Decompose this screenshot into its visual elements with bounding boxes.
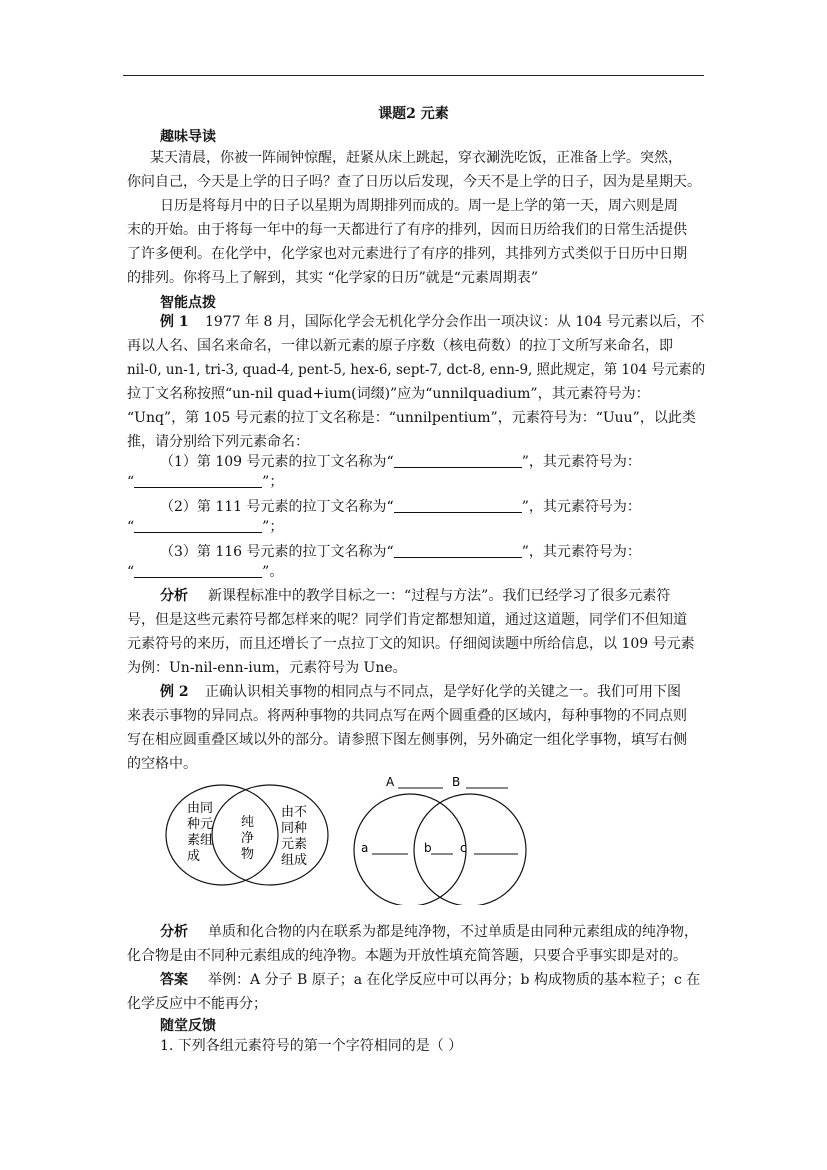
question-end: ”。: [262, 564, 284, 580]
answer-line: 举例：A 分子 B 原子；a 在化学反应中可以再分；b 构成物质的基本粒子；c 在: [208, 972, 701, 988]
venn-label-a: a: [361, 841, 369, 855]
venn-mid-text: 纯: [241, 815, 255, 830]
answer-blank-symbol-1[interactable]: [134, 473, 262, 488]
answer-blank-symbol-3[interactable]: [134, 563, 262, 578]
intro-line: 的排列。你将马上了解到，其实 “化学家的日历”就是“元素周期表”: [127, 270, 539, 286]
example1-label: 例 1: [160, 314, 189, 330]
analysis1-label: 分析: [160, 588, 188, 604]
question-mid: ”，其元素符号为：: [521, 499, 641, 515]
example1-line: nil-0, un-1, tri-3, quad-4, pent-5, hex-6, sept-7, dct-8, enn-9, 照此规定，第 104 号元素的: [127, 362, 706, 378]
question-open: “: [127, 564, 135, 580]
venn-diagram-blank: [350, 770, 530, 905]
feedback-question-1: 1. 下列各组元素符号的第一个字符相同的是（ ）: [160, 1038, 463, 1054]
example2-label: 例 2: [160, 684, 189, 700]
venn-label-b-top: B: [452, 775, 461, 789]
venn-mid-text: 净: [241, 831, 255, 846]
venn-left-text: 成: [187, 849, 201, 864]
analysis2-line: 化合物是由不同种元素组成的纯净物。本题为开放性填充简答题，只要合乎事实即是对的。: [127, 948, 687, 964]
venn-label-b: b: [424, 841, 432, 855]
question-end: ”；: [262, 519, 284, 535]
heading-points: 智能点拨: [160, 295, 216, 311]
venn-right-text: 由不: [281, 805, 308, 820]
venn-left-text: 由同: [187, 801, 214, 816]
question-open: “: [127, 519, 135, 535]
example1-line: 拉丁文名称按照“un-nil quad+ium(词缀)”应为“unnilquadium”，其元素符号为：: [127, 386, 650, 402]
answer-blank-symbol-2[interactable]: [134, 518, 262, 533]
question-mid: ”，其元素符号为：: [521, 454, 641, 470]
question-2: [160, 497, 641, 517]
venn-circle-left: [354, 794, 466, 905]
venn-right-text: 同种: [281, 821, 308, 836]
question-3-symbol: [127, 562, 283, 582]
question-mid: ”，其元素符号为：: [521, 544, 641, 560]
analysis1-line: 为例：Un-nil-enn-ium，元素符号为 Une。: [127, 660, 407, 676]
header-rule: [123, 75, 704, 76]
venn-mid-text: 物: [241, 847, 255, 862]
intro-line: 某天清晨，你被一阵闹钟惊醒，赶紧从床上跳起，穿衣涮洗吃饭，正准备上学。突然，: [150, 150, 682, 166]
venn-right-text: 组成: [281, 853, 308, 868]
venn-label-c: c: [460, 841, 467, 855]
question-open: “: [127, 474, 135, 490]
analysis2-label: 分析: [160, 924, 188, 940]
intro-line: 日历是将每月中的日子以星期为周期排列而成的。周一是上学的第一天，周六则是周: [160, 198, 678, 214]
example2-line: 的空格中。: [127, 756, 197, 772]
example2-line: 写在相应圆重叠区域以外的部分。请参照下图左侧事例，另外确定一组化学事物，填写右侧: [127, 732, 687, 748]
question-1-symbol: [127, 472, 283, 492]
question-prefix: （2）第 111 号元素的拉丁文名称为“: [160, 499, 394, 515]
answer-blank-name-1[interactable]: [394, 453, 522, 468]
intro-line: 你问自己，今天是上学的日子吗？查了日历以后发现，今天不是上学的日子，因为是星期天。: [127, 174, 701, 190]
analysis1-line: 号，但是这些元素符号都怎样来的呢？同学们肯定都想知道，通过这道题，同学们不但知道: [127, 612, 687, 628]
venn-diagram-example: [160, 780, 340, 890]
venn-left-text: 种元: [187, 817, 214, 832]
heading-feedback: 随堂反馈: [160, 1018, 216, 1034]
example2-line: 来表示事物的异同点。将两种事物的共同点写在两个圆重叠的区域内，每种事物的不同点则: [127, 708, 687, 724]
example1-line: 推，请分别给下列元素命名：: [127, 434, 309, 450]
venn-label-a-top: A: [386, 775, 395, 789]
analysis1-line: 元素符号的来历，而且还增长了一点拉丁文的知识。仔细阅读题中所给信息，以 109 号元素: [127, 636, 695, 652]
question-1: [160, 452, 641, 472]
venn-circle-left: [166, 785, 278, 885]
heading-intro: 趣味导读: [160, 129, 216, 145]
intro-line: 了许多便利。在化学中，化学家也对元素进行了有序的排列，其排列方式类似于日历中日期: [127, 246, 687, 262]
question-end: ”；: [262, 474, 284, 490]
answer-label: 答案: [160, 972, 188, 988]
question-prefix: （1）第 109 号元素的拉丁文名称为“: [160, 454, 394, 470]
page-title: 课题2 元素: [378, 106, 449, 122]
example2-line: 正确认识相关事物的相同点与不同点，是学好化学的关键之一。我们可用下图: [205, 684, 681, 700]
answer-blank-name-2[interactable]: [394, 498, 522, 513]
venn-circle-right: [212, 785, 328, 885]
venn-right-text: 元素: [281, 837, 308, 852]
question-3: [160, 542, 641, 562]
intro-line: 末的开始。由于将每一年中的每一天都进行了有序的排列，因而日历给我们的日常生活提供: [127, 222, 687, 238]
analysis1-line: 新课程标准中的教学目标之一：“过程与方法”。我们已经学习了很多元素符: [208, 588, 671, 604]
question-2-symbol: [127, 517, 283, 537]
answer-blank-name-3[interactable]: [394, 543, 522, 558]
question-prefix: （3）第 116 号元素的拉丁文名称为“: [160, 544, 394, 560]
venn-left-text: 素组: [187, 833, 214, 848]
example1-line: 1977 年 8 月，国际化学会无机化学分会作出一项决议：从 104 号元素以后，不: [205, 314, 705, 330]
example1-line: “Unq”，第 105 号元素的拉丁文名称是：“unnilpentium”，元素符号为：“Uuu”，以此类: [127, 410, 696, 426]
example1-line: 再以人名、国名来命名，一律以新元素的原子序数（核电荷数）的拉丁文所写来命名，即: [127, 338, 673, 354]
answer-line: 化学反应中不能再分；: [127, 996, 267, 1012]
analysis2-line: 单质和化合物的内在联系为都是纯净物，不过单质是由同种元素组成的纯净物，: [208, 924, 698, 940]
